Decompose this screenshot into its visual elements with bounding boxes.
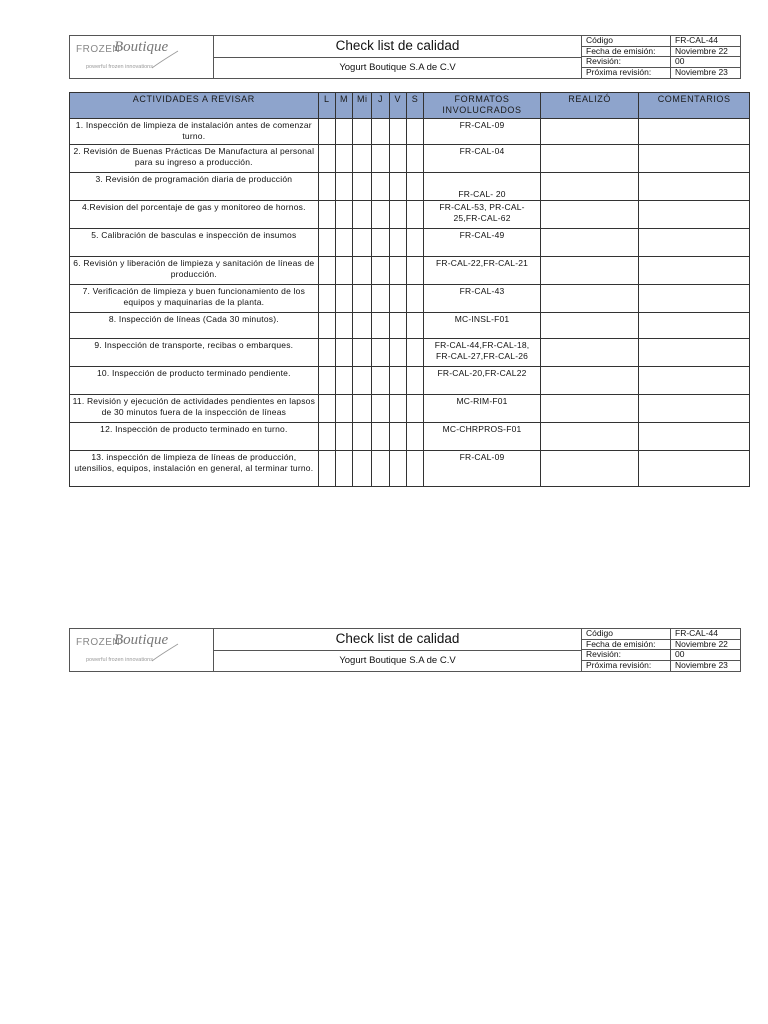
check-cell-j[interactable] <box>372 367 389 395</box>
check-cell-mi[interactable] <box>353 451 372 487</box>
check-cell-v[interactable] <box>389 201 406 229</box>
table-row <box>70 395 750 423</box>
format-cell: FR-CAL-20,FR-CAL22 <box>424 367 541 395</box>
meta-value-code: FR-CAL-44 <box>671 36 740 47</box>
check-cell-j[interactable] <box>372 201 389 229</box>
check-cell-l[interactable] <box>318 257 335 285</box>
meta-label-code: Código <box>582 36 671 47</box>
col-header-day-j: J <box>372 93 389 119</box>
logo-frozen-text: FROZEN <box>76 637 121 648</box>
meta-value-issue-date: Noviembre 22 <box>671 640 740 651</box>
comments-cell[interactable] <box>639 119 750 145</box>
check-cell-m[interactable] <box>335 145 352 173</box>
meta-label-next-revision: Próxima revisión: <box>582 661 671 672</box>
check-cell-l[interactable] <box>318 339 335 367</box>
activity-cell: 1. Inspección de limpieza de instalación antes de comenzar turno. <box>70 119 319 145</box>
table-row <box>70 339 750 367</box>
table-row <box>70 313 750 339</box>
format-cell: FR-CAL-49 <box>424 229 541 257</box>
check-cell-l[interactable] <box>318 423 335 451</box>
realized-cell[interactable] <box>540 367 638 395</box>
table-row <box>70 423 750 451</box>
realized-cell[interactable] <box>540 201 638 229</box>
check-cell-s[interactable] <box>406 423 423 451</box>
check-cell-s[interactable] <box>406 119 423 145</box>
meta-label-next-revision: Próxima revisión: <box>582 68 671 79</box>
check-cell-l[interactable] <box>318 145 335 173</box>
check-cell-j[interactable] <box>372 257 389 285</box>
table-row <box>70 229 750 257</box>
realized-cell[interactable] <box>540 257 638 285</box>
check-cell-m[interactable] <box>335 423 352 451</box>
check-cell-v[interactable] <box>389 451 406 487</box>
logo-boutique-text: Boutique <box>114 632 169 648</box>
check-cell-m[interactable] <box>335 229 352 257</box>
check-cell-mi[interactable] <box>353 173 372 201</box>
table-row <box>70 285 750 313</box>
check-cell-mi[interactable] <box>353 119 372 145</box>
check-cell-mi[interactable] <box>353 285 372 313</box>
realized-cell[interactable] <box>540 173 638 201</box>
check-cell-l[interactable] <box>318 367 335 395</box>
check-cell-v[interactable] <box>389 229 406 257</box>
checklist-body <box>70 119 750 487</box>
check-cell-v[interactable] <box>389 395 406 423</box>
activity-cell: 13. inspección de limpieza de líneas de producción, utensilios, equipos, instalación en general, al terminar turno. <box>70 451 319 487</box>
activity-cell: 6. Revisión y liberación de limpieza y sanitación de líneas de producción. <box>70 257 319 285</box>
check-cell-s[interactable] <box>406 451 423 487</box>
check-cell-m[interactable] <box>335 395 352 423</box>
checklist-table <box>69 92 750 487</box>
check-cell-mi[interactable] <box>353 423 372 451</box>
check-cell-v[interactable] <box>389 313 406 339</box>
header-title-block <box>214 629 582 671</box>
activity-cell: 4.Revision del porcentaje de gas y monitoreo de hornos. <box>70 201 319 229</box>
format-cell: MC-INSL-F01 <box>424 313 541 339</box>
check-cell-mi[interactable] <box>353 313 372 339</box>
meta-value-issue-date: Noviembre 22 <box>671 47 740 58</box>
check-cell-mi[interactable] <box>353 257 372 285</box>
check-cell-s[interactable] <box>406 173 423 201</box>
check-cell-j[interactable] <box>372 119 389 145</box>
check-cell-j[interactable] <box>372 451 389 487</box>
check-cell-v[interactable] <box>389 367 406 395</box>
check-cell-s[interactable] <box>406 145 423 173</box>
table-row <box>70 201 750 229</box>
logo-frozen-text: FROZEN <box>76 44 121 55</box>
logo-swash-icon <box>150 643 180 663</box>
format-cell: FR-CAL-09 <box>424 451 541 487</box>
table-row <box>70 367 750 395</box>
check-cell-v[interactable] <box>389 285 406 313</box>
check-cell-s[interactable] <box>406 313 423 339</box>
meta-label-issue-date: Fecha de emisión: <box>582 640 671 651</box>
logo-tagline: powerful frozen innovations <box>86 64 153 70</box>
logo-swash-icon <box>150 50 180 70</box>
comments-cell[interactable] <box>639 145 750 173</box>
header-title-block <box>214 36 582 78</box>
realized-cell[interactable] <box>540 395 638 423</box>
table-row <box>70 119 750 145</box>
meta-value-code: FR-CAL-44 <box>671 629 740 640</box>
check-cell-j[interactable] <box>372 339 389 367</box>
check-cell-m[interactable] <box>335 119 352 145</box>
col-header-day-s: S <box>406 93 423 119</box>
comments-cell[interactable] <box>639 229 750 257</box>
check-cell-j[interactable] <box>372 423 389 451</box>
comments-cell[interactable] <box>639 173 750 201</box>
realized-cell[interactable] <box>540 145 638 173</box>
check-cell-l[interactable] <box>318 313 335 339</box>
format-cell: FR-CAL-43 <box>424 285 541 313</box>
format-cell: MC-CHRPROS-F01 <box>424 423 541 451</box>
realized-cell[interactable] <box>540 313 638 339</box>
company-name: Yogurt Boutique S.A de C.V <box>339 62 456 73</box>
check-cell-m[interactable] <box>335 339 352 367</box>
check-cell-m[interactable] <box>335 173 352 201</box>
activity-cell: 7. Verificación de limpieza y buen funcionamiento de los equipos y maquinarias de la planta. <box>70 285 319 313</box>
comments-cell[interactable] <box>639 451 750 487</box>
check-cell-l[interactable] <box>318 451 335 487</box>
check-cell-s[interactable] <box>406 339 423 367</box>
activity-cell: 2. Revisión de Buenas Prácticas De Manufactura al personal para su ingreso a producción. <box>70 145 319 173</box>
check-cell-s[interactable] <box>406 395 423 423</box>
format-cell: MC-RIM-F01 <box>424 395 541 423</box>
activity-cell: 9. Inspección de transporte, recibas o embarques. <box>70 339 319 367</box>
document-title: Check list de calidad <box>214 629 581 651</box>
check-cell-mi[interactable] <box>353 339 372 367</box>
check-cell-j[interactable] <box>372 395 389 423</box>
meta-value-next-revision: Noviembre 23 <box>675 67 728 77</box>
check-cell-s[interactable] <box>406 229 423 257</box>
comments-cell[interactable] <box>639 367 750 395</box>
table-row <box>70 145 750 173</box>
check-cell-v[interactable] <box>389 257 406 285</box>
comments-cell[interactable] <box>639 257 750 285</box>
realized-cell[interactable] <box>540 423 638 451</box>
check-cell-mi[interactable] <box>353 145 372 173</box>
check-cell-j[interactable] <box>372 229 389 257</box>
document-meta <box>582 629 740 671</box>
activity-cell: 12. Inspección de producto terminado en turno. <box>70 423 319 451</box>
realized-cell[interactable] <box>540 451 638 487</box>
col-header-formats: FORMATOS INVOLUCRADOS <box>424 93 541 119</box>
table-header-row <box>70 93 750 119</box>
check-cell-m[interactable] <box>335 313 352 339</box>
check-cell-l[interactable] <box>318 229 335 257</box>
check-cell-j[interactable] <box>372 173 389 201</box>
format-cell: FR-CAL- 20 <box>424 173 541 201</box>
check-cell-s[interactable] <box>406 285 423 313</box>
activity-cell: 5. Calibración de basculas e inspección de insumos <box>70 229 319 257</box>
check-cell-m[interactable] <box>335 451 352 487</box>
check-cell-s[interactable] <box>406 367 423 395</box>
meta-value-revision: 00 <box>671 650 740 661</box>
realized-cell[interactable] <box>540 285 638 313</box>
check-cell-j[interactable] <box>372 145 389 173</box>
col-header-day-mi: Mi <box>353 93 372 119</box>
check-cell-m[interactable] <box>335 285 352 313</box>
realized-cell[interactable] <box>540 229 638 257</box>
meta-label-issue-date: Fecha de emisión: <box>582 47 671 58</box>
check-cell-mi[interactable] <box>353 367 372 395</box>
company-name: Yogurt Boutique S.A de C.V <box>339 655 456 666</box>
format-cell: FR-CAL-04 <box>424 145 541 173</box>
col-header-day-l: L <box>318 93 335 119</box>
check-cell-l[interactable] <box>318 173 335 201</box>
check-cell-l[interactable] <box>318 395 335 423</box>
format-cell: FR-CAL-09 <box>424 119 541 145</box>
meta-label-revision: Revisión: <box>582 650 671 661</box>
company-logo <box>70 36 214 78</box>
col-header-realized: REALIZÓ <box>540 93 638 119</box>
table-row <box>70 451 750 487</box>
check-cell-m[interactable] <box>335 367 352 395</box>
realized-cell[interactable] <box>540 339 638 367</box>
meta-label-revision: Revisión: <box>582 57 671 68</box>
check-cell-mi[interactable] <box>353 201 372 229</box>
document-header-repeat <box>69 628 741 672</box>
company-logo <box>70 629 214 671</box>
comments-cell[interactable] <box>639 423 750 451</box>
table-row <box>70 257 750 285</box>
check-cell-j[interactable] <box>372 313 389 339</box>
meta-value-next-revision: Noviembre 23 <box>675 660 728 670</box>
check-cell-s[interactable] <box>406 257 423 285</box>
col-header-day-v: V <box>389 93 406 119</box>
comments-cell[interactable] <box>639 313 750 339</box>
check-cell-v[interactable] <box>389 145 406 173</box>
logo-tagline: powerful frozen innovations <box>86 657 153 663</box>
check-cell-mi[interactable] <box>353 395 372 423</box>
activity-cell: 10. Inspección de producto terminado pendiente. <box>70 367 319 395</box>
comments-cell[interactable] <box>639 339 750 367</box>
check-cell-l[interactable] <box>318 201 335 229</box>
check-cell-l[interactable] <box>318 285 335 313</box>
activity-cell: 11. Revisión y ejecución de actividades pendientes en lapsos de 30 minutos fuera de la inspección de líneas <box>70 395 319 423</box>
check-cell-mi[interactable] <box>353 229 372 257</box>
table-row <box>70 173 750 201</box>
check-cell-l[interactable] <box>318 119 335 145</box>
meta-label-code: Código <box>582 629 671 640</box>
comments-cell[interactable] <box>639 201 750 229</box>
check-cell-v[interactable] <box>389 339 406 367</box>
col-header-activities: ACTIVIDADES A REVISAR <box>70 93 319 119</box>
activity-cell: 8. Inspección de líneas (Cada 30 minutos). <box>70 313 319 339</box>
check-cell-v[interactable] <box>389 423 406 451</box>
check-cell-m[interactable] <box>335 257 352 285</box>
check-cell-v[interactable] <box>389 119 406 145</box>
check-cell-v[interactable] <box>389 173 406 201</box>
document-meta <box>582 36 740 78</box>
comments-cell[interactable] <box>639 395 750 423</box>
col-header-comments: COMENTARIOS <box>639 93 750 119</box>
check-cell-m[interactable] <box>335 201 352 229</box>
check-cell-s[interactable] <box>406 201 423 229</box>
format-cell: FR-CAL-53, PR-CAL-25,FR-CAL-62 <box>424 201 541 229</box>
comments-cell[interactable] <box>639 285 750 313</box>
logo-boutique-text: Boutique <box>114 39 169 55</box>
format-cell: FR-CAL-44,FR-CAL-18, FR-CAL-27,FR-CAL-26 <box>424 339 541 367</box>
activity-cell: 3. Revisión de programación diaria de producción <box>70 173 319 201</box>
check-cell-j[interactable] <box>372 285 389 313</box>
col-header-day-m: M <box>335 93 352 119</box>
document-title: Check list de calidad <box>214 36 581 58</box>
realized-cell[interactable] <box>540 119 638 145</box>
meta-value-revision: 00 <box>671 57 740 68</box>
document-header <box>69 35 741 79</box>
format-cell: FR-CAL-22,FR-CAL-21 <box>424 257 541 285</box>
